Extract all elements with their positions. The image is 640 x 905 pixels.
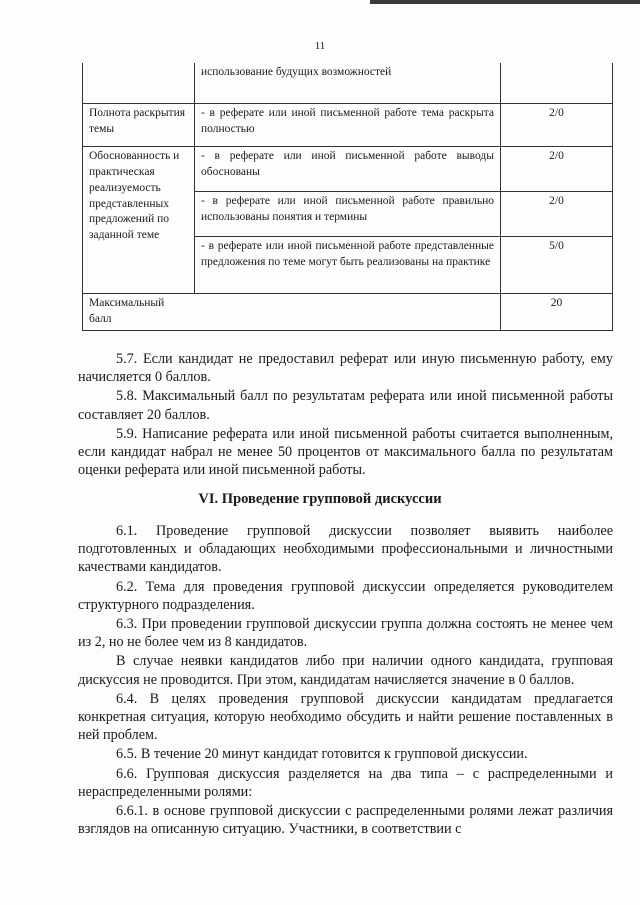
table-row [83,147,613,192]
paragraph: 6.6.1. в основе групповой дискуссии с распределенными ролями лежат различия взглядов на описанную ситуацию. Участники, в соответствии с [78,803,613,838]
score-cell: 2/0 [501,192,613,237]
paragraph: В случае неявки кандидатов либо при наличии одного кандидата, групповая дискуссия не проводится. При этом, кандидатам начисляется значение в 0 баллов. [78,653,613,688]
score-cell [501,63,613,104]
paragraph: 6.4. В целях проведения групповой дискуссии кандидатам предлагается конкретная ситуация, которую необходимо обсудить и найти решение поставленных в ней проблем. [78,690,613,744]
paragraph: 5.9. Написание реферата или иной письменной работы считается выполненным, если кандидат набрал не менее 50 процентов от максимального балла по результатам оценки реферата или иной письменной работы. [78,425,613,479]
score-cell: 2/0 [501,104,613,147]
paragraph: 6.6. Групповая дискуссия разделяется на два типа – с распределенными и нераспределенными ролями: [78,765,613,800]
section-5-text [78,350,613,479]
section-6-heading: VI. Проведение групповой дискуссии [198,491,442,507]
paragraph: 6.5. В течение 20 минут кандидат готовится к групповой дискуссии. [116,746,528,763]
criterion-cell: использование будущих возможностей [195,63,501,104]
table-row [83,63,613,104]
max-score-cell: 20 [501,294,613,331]
section-6-text [78,522,613,838]
grading-table [82,63,613,331]
page-number: 11 [314,40,326,52]
indicator-cell: Полнота раскрытия темы [83,104,195,147]
paragraph: 5.7. Если кандидат не предоставил реферат или иную письменную работу, ему начисляется 0 баллов. [78,351,613,386]
criterion-cell: - в реферате или иной письменной работе выводы обоснованы [195,147,501,192]
paragraph: 6.2. Тема для проведения групповой дискуссии определяется руководителем структурного подразделения. [78,578,613,613]
table-row [83,104,613,147]
indicator-cell: Обоснованность и практическая реализуемость представленных предложений по заданной теме [83,147,195,294]
table-row-max [83,294,613,331]
paragraph: 6.1. Проведение групповой дискуссии позволяет выявить наиболее подготовленных и обладающих необходимыми профессиональными и личностными качествами кандидатов. [78,523,613,576]
paragraph: 5.8. Максимальный балл по результатам реферата или иной письменной работы составляет 20 баллов. [78,388,613,423]
paragraph: 6.3. При проведении групповой дискуссии группа должна состоять не менее чем из 2, но не более чем из 8 кандидатов. [78,616,613,651]
criterion-cell: - в реферате или иной письменной работе правильно использованы понятия и термины [195,192,501,237]
criterion-cell: - в реферате или иной письменной работе тема раскрыта полностью [195,104,501,147]
scan-edge-mark [370,0,640,4]
criterion-cell: - в реферате или иной письменной работе представленные предложения по теме могут быть реализованы на практике [195,237,501,294]
score-cell: 2/0 [501,147,613,192]
score-cell: 5/0 [501,237,613,294]
max-empty-cell [195,294,501,331]
indicator-cell [83,63,195,104]
max-label-cell: Максимальный балл [83,294,195,331]
